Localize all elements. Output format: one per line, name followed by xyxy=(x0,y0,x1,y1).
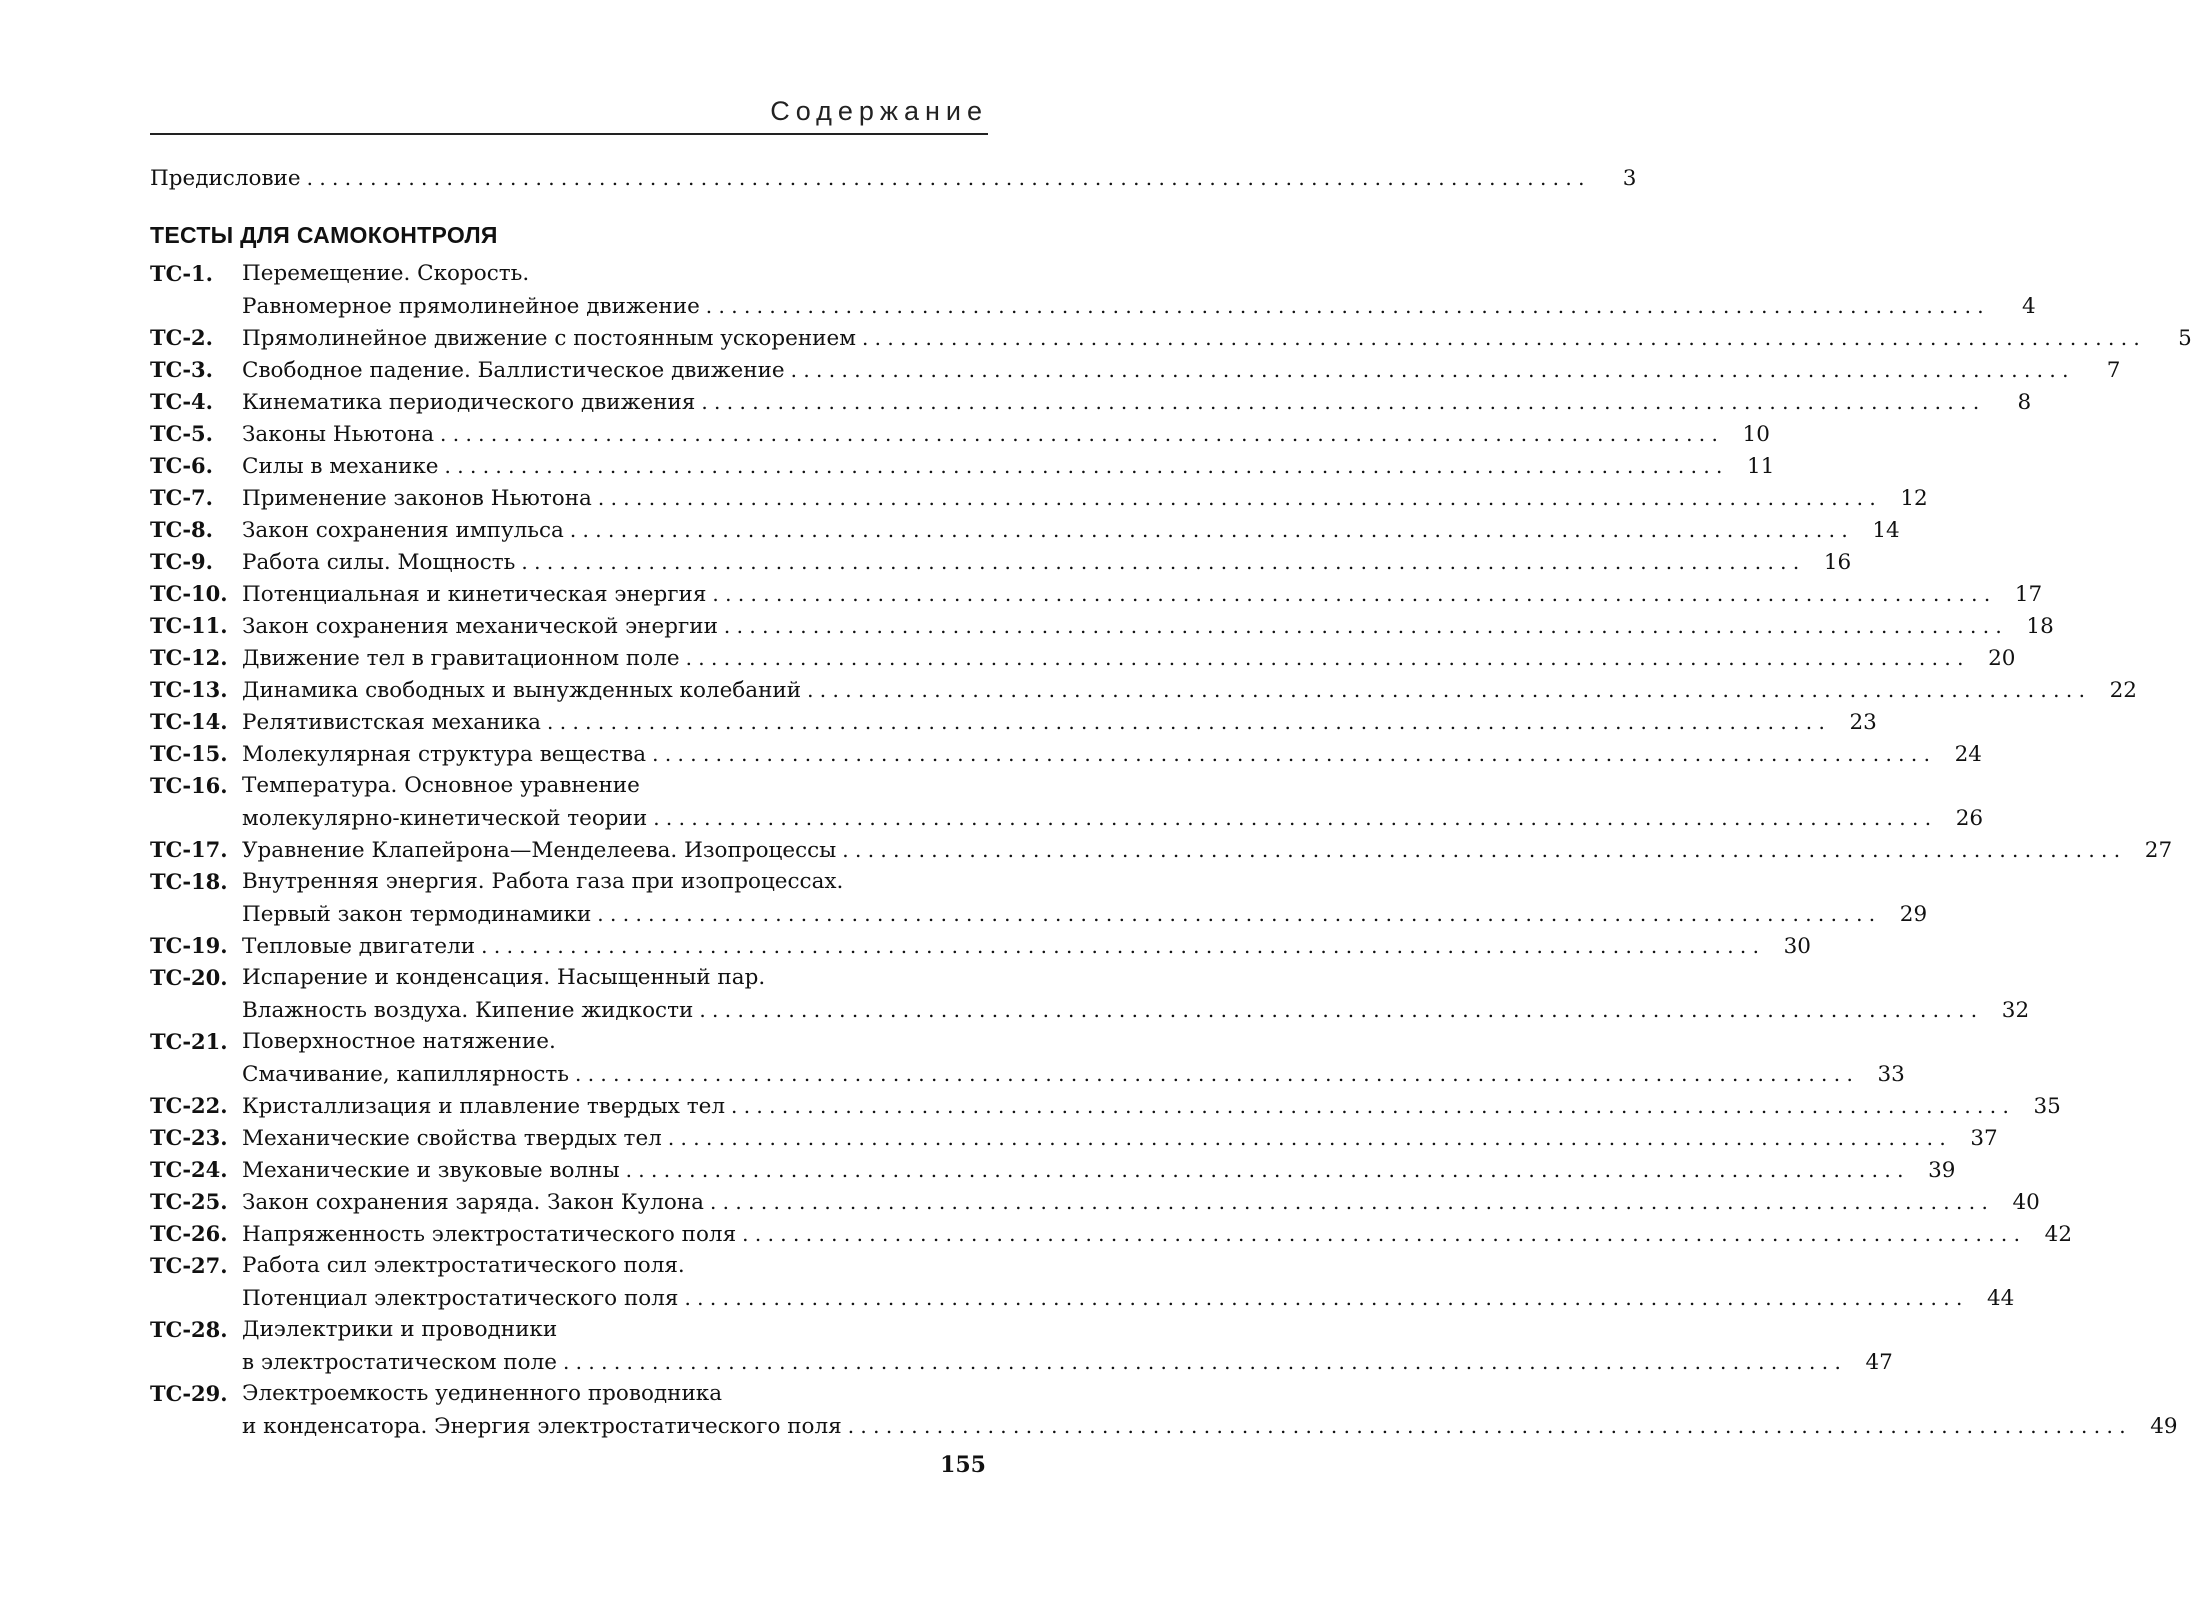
toc-entry xyxy=(150,354,2121,386)
toc-entry-body xyxy=(242,578,2042,610)
toc-entry-code: ТС-28. xyxy=(150,1317,228,1342)
toc-entry-body xyxy=(242,866,1927,930)
toc-entry-code: ТС-29. xyxy=(150,1381,228,1406)
toc-entry-code: ТС-2. xyxy=(150,325,213,350)
dot-leaders xyxy=(710,1186,1988,1218)
toc-page-number: 26 xyxy=(1955,806,1984,831)
toc-entry-body xyxy=(242,1378,2178,1442)
toc-entry-title: Влажность воздуха. Кипение жидкости xyxy=(242,998,694,1023)
toc-entry-body xyxy=(242,962,2029,1026)
toc-entry-line xyxy=(242,610,2054,642)
toc-entry-line xyxy=(242,1122,1998,1154)
toc-entry-line xyxy=(242,674,2137,706)
toc-entry-line xyxy=(242,1250,2014,1282)
toc-page-number: 23 xyxy=(1849,710,1877,735)
toc-page-number: 16 xyxy=(1823,550,1852,575)
toc-page-number: 47 xyxy=(1865,1350,1893,1375)
dot-leaders xyxy=(684,1282,1962,1314)
dot-leaders xyxy=(597,898,1875,930)
toc-entry-code: ТС-1. xyxy=(150,261,213,286)
toc-entry-line xyxy=(242,546,1851,578)
toc-entry-code: ТС-3. xyxy=(150,357,213,382)
toc-entry-title: Потенциальная и кинетическая энергия xyxy=(242,582,707,607)
toc-entry-title: Испарение и конденсация. Насыщенный пар. xyxy=(242,965,766,990)
running-header-title: Содержание xyxy=(770,96,988,126)
toc-page-number: 11 xyxy=(1747,454,1775,479)
toc-entry-code: ТС-17. xyxy=(150,837,228,862)
toc-entry-line xyxy=(242,450,1774,482)
toc-entry xyxy=(150,610,2054,642)
toc-entry-title: Силы в механике xyxy=(242,454,439,479)
toc-entry-code: ТС-25. xyxy=(150,1189,228,1214)
toc-entry xyxy=(150,866,1928,930)
toc-entry-code: ТС-5. xyxy=(150,421,213,446)
dot-leaders xyxy=(706,290,1984,322)
dot-leaders xyxy=(731,1090,2009,1122)
toc-entry xyxy=(150,1218,2072,1250)
toc-page-number: 30 xyxy=(1783,934,1811,959)
toc-entry-code: ТС-6. xyxy=(150,453,213,478)
page-number: 155 xyxy=(940,1452,986,1478)
toc-entry xyxy=(150,450,1775,482)
toc-entry xyxy=(150,962,2030,1026)
toc-entry-code: ТС-27. xyxy=(150,1253,228,1278)
toc-entry-line xyxy=(242,1058,1905,1090)
dot-leaders xyxy=(445,450,1723,482)
toc-entry-body xyxy=(242,258,2036,322)
toc-entry-title: Динамика свободных и вынужденных колебаний xyxy=(242,678,802,703)
toc-entry-body xyxy=(242,1090,2061,1122)
toc-entry xyxy=(150,642,2016,674)
toc-entry-title: Смачивание, капиллярность xyxy=(242,1062,569,1087)
toc-entry-body xyxy=(242,354,2120,386)
toc-page-number: 40 xyxy=(2012,1190,2040,1215)
toc-page-number: 10 xyxy=(1742,422,1770,447)
toc-entry-preface xyxy=(150,166,1637,196)
toc-entry-title: Поверхностное натяжение. xyxy=(242,1029,556,1054)
toc-page-number: 24 xyxy=(1954,742,1982,767)
dot-leaders xyxy=(791,354,2069,386)
toc-entry-line xyxy=(242,418,1770,450)
toc-page-number: 17 xyxy=(2014,582,2043,607)
toc-entry-line xyxy=(242,706,1877,738)
toc-entry-code: ТС-11. xyxy=(150,613,228,638)
toc-entry xyxy=(150,482,1928,514)
toc-page-number: 8 xyxy=(2017,390,2032,415)
toc-entry-body xyxy=(242,546,1851,578)
toc-entry-line xyxy=(242,1314,1893,1346)
dot-leaders xyxy=(563,1346,1841,1378)
dot-leaders xyxy=(653,802,1931,834)
header-rule xyxy=(150,133,988,135)
dot-leaders xyxy=(842,834,2120,866)
toc-entry xyxy=(150,1314,1893,1378)
toc-entry-code: ТС-18. xyxy=(150,869,228,894)
toc-entry-code: ТС-4. xyxy=(150,389,213,414)
toc-entry-title: Работа сил электростатического поля. xyxy=(242,1253,685,1278)
toc-entry-line xyxy=(242,290,2036,322)
toc-page-number: 37 xyxy=(1970,1126,1998,1151)
toc-entry-title: Механические и звуковые волны xyxy=(242,1158,620,1183)
toc-entry-title: Внутренняя энергия. Работа газа при изопроцессах. xyxy=(242,869,844,894)
toc-entry-code: ТС-26. xyxy=(150,1221,228,1246)
toc-entry-line xyxy=(242,962,2029,994)
toc-page-number: 22 xyxy=(2109,678,2137,703)
toc-entry-line xyxy=(242,930,1811,962)
toc-entry-line xyxy=(242,1026,1905,1058)
toc-page-number: 14 xyxy=(1872,518,1900,543)
toc-entry-line xyxy=(242,1090,2061,1122)
toc-entry-body xyxy=(242,386,2031,418)
dot-leaders xyxy=(807,674,2085,706)
dot-leaders xyxy=(724,610,2002,642)
toc-entry-title: Диэлектрики и проводники xyxy=(242,1317,558,1342)
toc-entry-code: ТС-24. xyxy=(150,1157,228,1182)
toc-entry-body xyxy=(242,642,2015,674)
toc-entry xyxy=(150,546,1852,578)
toc-entry-code: ТС-20. xyxy=(150,965,228,990)
toc-entry-body xyxy=(242,610,2054,642)
toc-entry-line xyxy=(242,514,1900,546)
toc-entry xyxy=(150,578,2043,610)
toc-page-number: 39 xyxy=(1928,1158,1956,1183)
toc-entry-title: Молекулярная структура вещества xyxy=(242,742,647,767)
toc-entry-title: Уравнение Клапейрона—Менделеева. Изопроцессы xyxy=(242,838,837,863)
toc-entry-body xyxy=(242,1186,2040,1218)
dot-leaders xyxy=(712,578,1990,610)
toc-entry-body xyxy=(242,1154,1955,1186)
toc-entry-title: Движение тел в гравитационном поле xyxy=(242,646,680,671)
toc-entry xyxy=(150,386,2032,418)
toc-entry-title: Кристаллизация и плавление твердых тел xyxy=(242,1094,725,1119)
toc-entry-title: Перемещение. Скорость. xyxy=(242,261,530,286)
toc-entry-title: Температура. Основное уравнение xyxy=(242,773,640,798)
toc-entry-line xyxy=(242,770,1983,802)
dot-leaders xyxy=(848,1410,2126,1442)
toc-entry-code: ТС-19. xyxy=(150,933,228,958)
toc-entry xyxy=(150,258,2036,322)
toc-page-number: 29 xyxy=(1899,902,1928,927)
toc-entry-line xyxy=(242,994,2029,1026)
toc-entry xyxy=(150,738,1982,770)
dot-leaders xyxy=(699,994,1977,1026)
dot-leaders xyxy=(481,930,1759,962)
toc-entry xyxy=(150,1154,1956,1186)
toc-page-number: 4 xyxy=(2021,294,2036,319)
toc-entry-title: Механические свойства твердых тел xyxy=(242,1126,662,1151)
toc-entry xyxy=(150,674,2137,706)
toc-entry-body xyxy=(242,482,1928,514)
toc-entry-title: Кинематика периодического движения xyxy=(242,390,696,415)
toc-entry-body xyxy=(242,930,1811,962)
toc-entry-title: Потенциал электростатического поля xyxy=(242,1286,679,1311)
toc-page-number: 12 xyxy=(1900,486,1928,511)
toc-entry-line xyxy=(242,482,1928,514)
toc-page-number: 32 xyxy=(2001,998,2030,1023)
toc-entry-code: ТС-21. xyxy=(150,1029,228,1054)
toc-entry xyxy=(150,1250,2015,1314)
toc-entry-body xyxy=(242,1026,1905,1090)
toc-entry-line xyxy=(242,834,2172,866)
toc-entry-code: ТС-7. xyxy=(150,485,213,510)
toc-entry-body xyxy=(242,450,1774,482)
toc-entry xyxy=(150,706,1877,738)
toc-entry-title: Предисловие xyxy=(150,166,301,191)
toc-entry-line xyxy=(242,1346,1893,1378)
dot-leaders xyxy=(307,166,1585,190)
toc-entry-line xyxy=(242,578,2042,610)
dot-leaders xyxy=(440,418,1718,450)
toc-entry xyxy=(150,1122,1998,1154)
toc-entry xyxy=(150,1186,2040,1218)
toc-entry-line xyxy=(242,1154,1955,1186)
toc-entry xyxy=(150,418,1770,450)
toc-entry-code: ТС-22. xyxy=(150,1093,228,1118)
toc-entry-title: Тепловые двигатели xyxy=(242,934,476,959)
toc-entry-body xyxy=(242,1122,1998,1154)
toc-entry-line xyxy=(242,642,2015,674)
toc-entry-body xyxy=(242,418,1770,450)
toc-entry-line xyxy=(242,802,1983,834)
toc-entry xyxy=(150,1090,2061,1122)
toc-entry-title: молекулярно-кинетической теории xyxy=(242,806,648,831)
toc-entry-title: Закон сохранения механической энергии xyxy=(242,614,718,639)
toc-page-number: 49 xyxy=(2150,1414,2178,1439)
toc-entry-line xyxy=(242,1282,2014,1314)
toc-entry-title: Напряженность электростатического поля xyxy=(242,1222,737,1247)
toc-entry-code: ТС-10. xyxy=(150,581,228,606)
toc-entry-line xyxy=(242,1410,2178,1442)
dot-leaders xyxy=(598,482,1876,514)
toc-entry-code: ТС-15. xyxy=(150,741,228,766)
toc-page-number: 20 xyxy=(1988,646,2016,671)
toc-entry-body xyxy=(242,1250,2014,1314)
toc-page-number: 7 xyxy=(2106,358,2121,383)
dot-leaders xyxy=(570,514,1848,546)
toc-entry xyxy=(150,322,2192,354)
toc-entry-code: ТС-9. xyxy=(150,549,213,574)
toc-entry-body xyxy=(242,770,1983,834)
toc-entry-title: Закон сохранения заряда. Закон Кулона xyxy=(242,1190,704,1215)
toc-page-number: 27 xyxy=(2144,838,2173,863)
dot-leaders xyxy=(668,1122,1946,1154)
toc-entry-body xyxy=(242,674,2137,706)
dot-leaders xyxy=(652,738,1930,770)
dot-leaders xyxy=(862,322,2140,354)
toc-entry-code: ТС-23. xyxy=(150,1125,228,1150)
toc-entry-line xyxy=(242,898,1927,930)
toc-entry-body xyxy=(242,322,2192,354)
toc-entry-code: ТС-8. xyxy=(150,517,213,542)
toc-entry-body xyxy=(242,834,2172,866)
toc-entry-title: и конденсатора. Энергия электростатического поля xyxy=(242,1414,842,1439)
toc-entry xyxy=(150,834,2173,866)
toc-entry xyxy=(150,930,1811,962)
toc-entry-title: Законы Ньютона xyxy=(242,422,435,447)
toc-entry xyxy=(150,1378,2178,1442)
toc-entry-title: Работа силы. Мощность xyxy=(242,550,516,575)
toc-entry-code: ТС-14. xyxy=(150,709,228,734)
toc-entry-line xyxy=(242,354,2120,386)
toc-page-number: 3 xyxy=(1622,166,1637,191)
toc-entry-code: ТС-16. xyxy=(150,773,228,798)
dot-leaders xyxy=(626,1154,1904,1186)
toc-entry-title: Применение законов Ньютона xyxy=(242,486,592,511)
toc-entry-title: Релятивистская механика xyxy=(242,710,542,735)
toc-page-number: 42 xyxy=(2044,1222,2072,1247)
dot-leaders xyxy=(575,1058,1853,1090)
toc-entry-title: Равномерное прямолинейное движение xyxy=(242,294,700,319)
toc-entry-body xyxy=(242,1314,1893,1378)
toc-page-number: 18 xyxy=(2026,614,2054,639)
toc-entry-line xyxy=(242,258,2036,290)
toc-page-number: 35 xyxy=(2033,1094,2061,1119)
toc-entry-line xyxy=(242,1218,2072,1250)
toc-entry-title: в электростатическом поле xyxy=(242,1350,557,1375)
toc-entry-title: Первый закон термодинамики xyxy=(242,902,592,927)
toc-entry-line xyxy=(242,1186,2040,1218)
toc-entry-title: Свободное падение. Баллистическое движение xyxy=(242,358,785,383)
toc-list xyxy=(150,258,2192,1442)
dot-leaders xyxy=(742,1218,2020,1250)
dot-leaders xyxy=(547,706,1825,738)
toc-page-number: 5 xyxy=(2178,326,2192,351)
dot-leaders xyxy=(521,546,1799,578)
toc-entry-title: Электроемкость уединенного проводника xyxy=(242,1381,723,1406)
toc-entry-body xyxy=(242,514,1900,546)
toc-entry-body xyxy=(242,706,1877,738)
toc-entry xyxy=(150,770,1984,834)
toc-entry-code: ТС-12. xyxy=(150,645,228,670)
toc-entry-body xyxy=(242,1218,2072,1250)
toc-entry-line xyxy=(242,1378,2178,1410)
toc-entry-line xyxy=(242,386,2031,418)
toc-page-number: 44 xyxy=(1986,1286,2015,1311)
toc-entry-title: Закон сохранения импульса xyxy=(242,518,564,543)
toc-entry-line xyxy=(242,866,1927,898)
toc-entry-code: ТС-13. xyxy=(150,677,228,702)
toc-entry xyxy=(150,1026,1905,1090)
toc-entry xyxy=(150,514,1900,546)
toc-entry-body xyxy=(242,738,1982,770)
dot-leaders xyxy=(701,386,1979,418)
dot-leaders xyxy=(686,642,1964,674)
toc-entry-line xyxy=(242,322,2192,354)
toc-entry-title: Прямолинейное движение с постоянным ускорением xyxy=(242,326,856,351)
toc-page-number: 33 xyxy=(1877,1062,1905,1087)
toc-entry-line xyxy=(242,738,1982,770)
section-heading: ТЕСТЫ ДЛЯ САМОКОНТРОЛЯ xyxy=(150,222,498,248)
